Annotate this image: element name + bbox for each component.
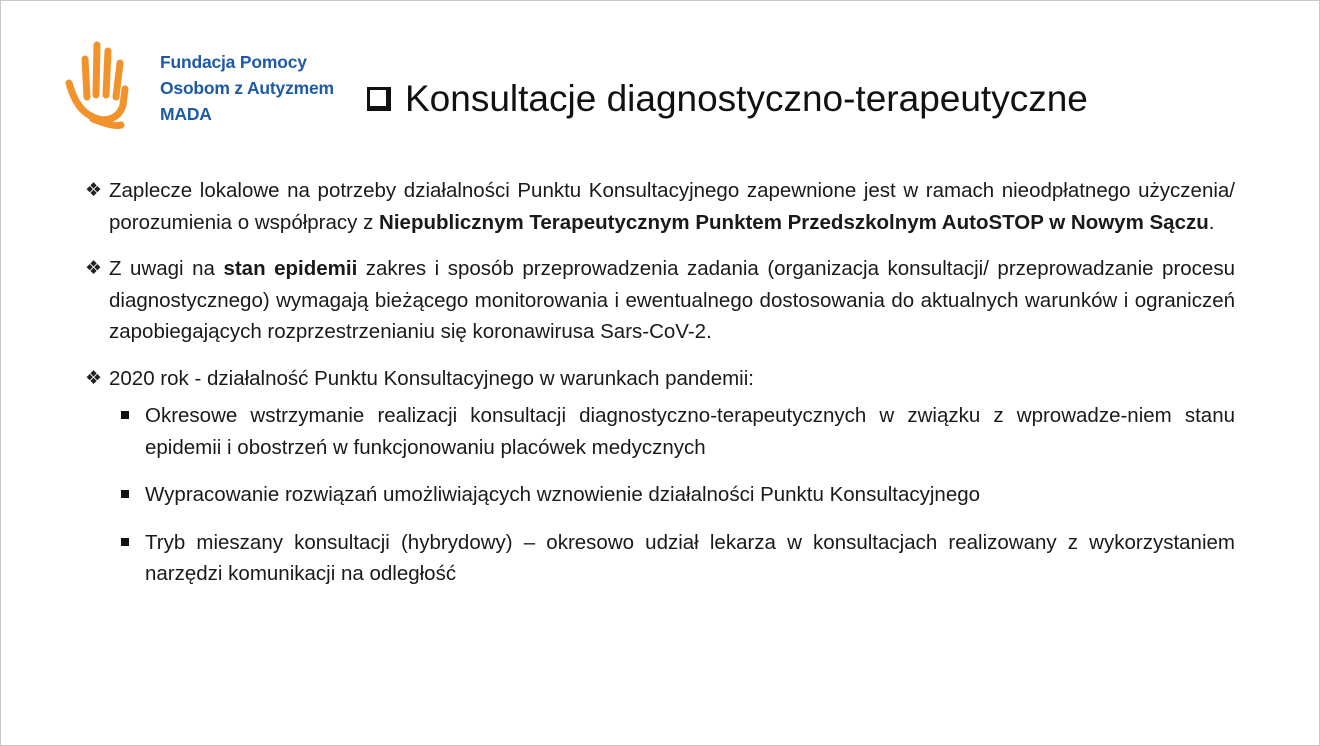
logo-text	[160, 49, 334, 127]
logo-line-3: MADA	[160, 104, 212, 124]
diamond-bullet-icon: ❖	[85, 258, 103, 279]
sub-bullet-item	[145, 479, 1235, 511]
bullet-item	[85, 363, 1235, 395]
square-bullet-icon	[121, 490, 129, 498]
bullet-item	[85, 253, 1235, 348]
diamond-bullet-icon: ❖	[85, 367, 103, 389]
slide-title-text: Konsultacje diagnostyczno-terapeutyczne	[405, 78, 1088, 119]
logo-line-1: Fundacja Pomocy	[160, 52, 307, 72]
checkbox-square-icon	[367, 87, 391, 111]
bullet-text: Z uwagi na	[109, 257, 224, 280]
sub-bullet-item	[145, 527, 1235, 590]
sub-bullet-text: Tryb mieszany konsultacji (hybrydowy) – okresowo udział lekarza w konsultacjach realizowany z wykorzystaniem narzędzi komunikacji na odległość	[145, 530, 1235, 585]
bullet-bold-text: Niepublicznym Terapeutycznym Punktem Przedszkolnym AutoSTOP w Nowym Sączu	[379, 210, 1209, 234]
diamond-bullet-icon: ❖	[85, 180, 103, 201]
slide-title	[367, 75, 1088, 123]
slide-content	[85, 175, 1235, 606]
bullet-text: Zaplecze lokalowe na potrzeby działalności Punktu Konsultacyjnego zapewnione jest w ramach nieodpłatnego użyczenia/ porozumienia o współpracy z	[109, 179, 1235, 234]
sub-bullet-text: Okresowe wstrzymanie realizacji konsultacji diagnostyczno-terapeutycznych w związku z wprowadze-niem stanu epidemii i obostrzeń w funkcjonowaniu placówek medycznych	[145, 404, 1235, 459]
hand-logo-icon	[63, 39, 133, 133]
bullet-bold-text: stan epidemii	[223, 257, 358, 280]
sub-bullet-item	[145, 400, 1235, 463]
bullet-text-end: zakres i sposób przeprowadzenia zadania (organizacja konsultacji/ przeprowadzanie procesu diagnostycznego) wymagają bieżącego monitorowania i ewentualnego dostosowania do aktualnych warunków i ograniczeń zapobiegających rozprzestrzenianiu się koronawirusa Sars-CoV-2.	[109, 257, 1235, 343]
bullet-item	[85, 175, 1235, 238]
bullet-text-end: .	[1208, 210, 1215, 234]
sub-bullet-text: Wypracowanie rozwiązań umożliwiających wznowienie działalności Punktu Konsultacyjnego	[145, 483, 981, 506]
foundation-logo	[63, 39, 363, 133]
square-bullet-icon	[121, 411, 129, 419]
logo-line-2: Osobom z Autyzmem	[160, 78, 334, 98]
square-bullet-icon	[121, 538, 129, 546]
bullet-text: 2020 rok - działalność Punktu Konsultacyjnego w warunkach pandemii:	[109, 366, 754, 390]
